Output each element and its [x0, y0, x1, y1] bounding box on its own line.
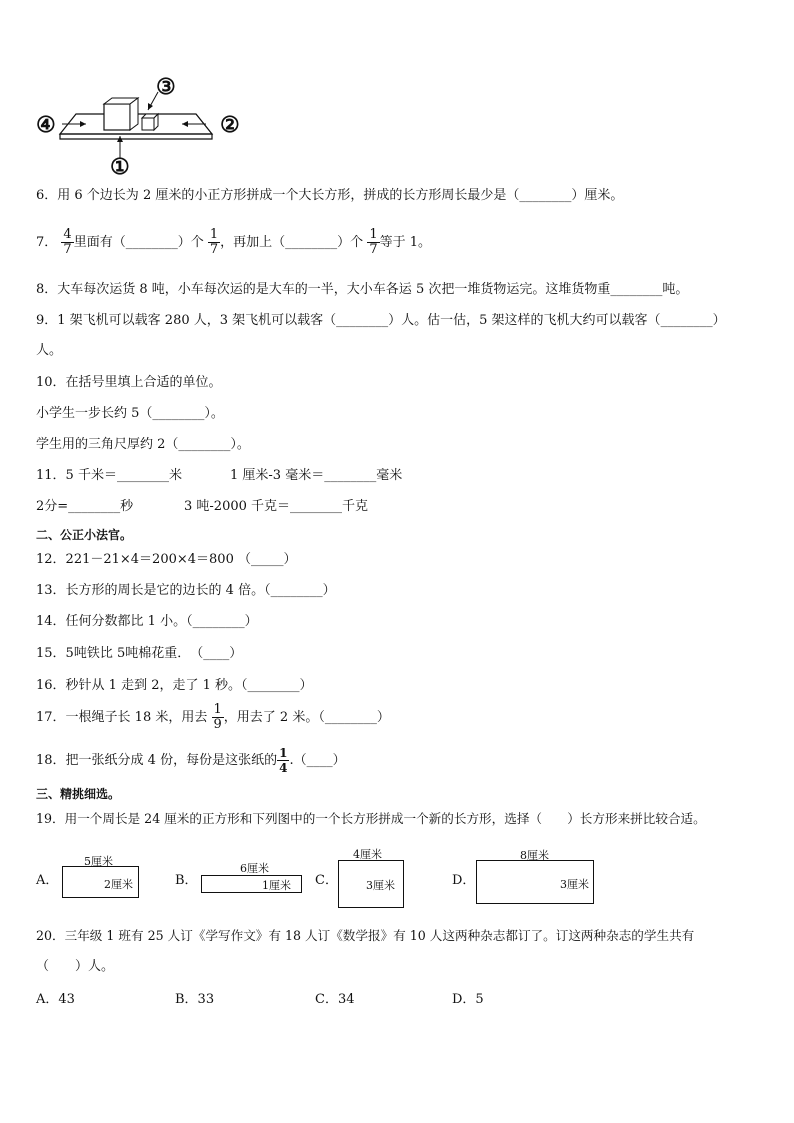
question-10-title-text: 10．在括号里填上合适的单位。 [36, 375, 222, 390]
question-11-b2-text: 3 吨-2000 千克＝ [184, 499, 291, 514]
option-a-letter[interactable]: A． [36, 873, 59, 888]
question-12 [36, 551, 297, 569]
question-12-blank[interactable]: _____ [250, 552, 284, 567]
question-12-after: ） [283, 552, 297, 567]
fraction-1-7-b [367, 228, 379, 257]
question-11-b2-unit: 千克 [342, 499, 369, 514]
question-17-text2: ，用去了 2 米。（ [223, 710, 325, 725]
question-10-a [36, 405, 224, 423]
question-7-text5: 等于 1。 [379, 235, 432, 250]
question-6-text: 6．用 6 个边长为 2 厘米的小正方形拼成一个大长方形，拼成的长方形周长最少是（ [36, 188, 520, 203]
option-b-side-label: 1厘米 [262, 879, 291, 892]
fraction-denominator: 7 [209, 242, 219, 257]
fraction-1-7-a [208, 228, 220, 257]
question-18 [36, 744, 346, 778]
question-6-blank[interactable]: ________ [519, 188, 572, 203]
fraction-numerator: 1 [279, 746, 288, 760]
question-10-b [36, 436, 250, 454]
question-6 [36, 187, 623, 205]
cube-figure [36, 74, 256, 180]
question-7-text2: ）个 [177, 235, 204, 250]
question-18-blank[interactable]: ____ [306, 753, 333, 768]
option-c-letter[interactable]: C． [315, 873, 338, 888]
option-d-letter[interactable]: D． [452, 873, 476, 888]
option-b-top-label: 6厘米 [240, 862, 269, 875]
fraction-denominator: 7 [369, 242, 378, 257]
question-8 [36, 281, 688, 299]
question-15-blank[interactable]: ____ [203, 646, 230, 661]
question-8-after: 吨。 [662, 282, 689, 297]
question-12-text: 12．221－21×4＝200×4＝800 （ [36, 552, 251, 567]
marker-4: ④ [36, 112, 56, 138]
question-10-a-blank[interactable]: ________ [152, 406, 205, 421]
question-10-b-text: 学生用的三角尺厚约 2（ [36, 437, 179, 452]
fraction-4-7 [61, 228, 73, 257]
question-11-b1-unit: 秒 [120, 499, 134, 514]
section-3-heading: 三、精挑细选。 [36, 787, 121, 801]
question-17-text1: 17．一根绳子长 18 米，用去 [36, 710, 208, 725]
question-18-after: ） [332, 753, 346, 768]
fraction-numerator: 4 [63, 227, 72, 242]
question-11-a2 [230, 467, 402, 485]
question-10-a-end: ）。 [204, 406, 224, 421]
question-20-text: 20．三年级 1 班有 25 人订《学写作文》有 18 人订《数学报》有 10 人这两种杂志都订了。订这两种杂志的学生共有 [36, 928, 695, 943]
question-10-b-end: ）。 [230, 437, 250, 452]
question-11-a1-unit: 米 [168, 468, 182, 483]
option-d-top-label: 8厘米 [520, 849, 549, 862]
question-11-a1 [36, 467, 182, 485]
question-8-blank[interactable]: ________ [610, 282, 663, 297]
question-14-blank[interactable]: ________ [192, 614, 245, 629]
question-18-text1: 18．把一张纸分成 4 份，每份是这张纸的 [36, 753, 278, 768]
question-16 [36, 677, 313, 695]
question-11-b2 [184, 498, 368, 516]
question-8-text: 8．大车每次运货 8 吨，小车每次运的是大车的一半，大小车各运 5 次把一堆货物运完。这堆货物重 [36, 282, 611, 297]
question-16-after: ） [299, 678, 313, 693]
option-a-side-label: 2厘米 [104, 878, 133, 891]
question-9-mid: ）人。估一估，5 架这样的飞机大约可以载客（ [388, 313, 661, 328]
fraction-denominator: 7 [63, 242, 72, 257]
question-7-blank2[interactable]: ________ [285, 235, 338, 250]
question-20-option-d[interactable]: D．5 [452, 992, 484, 1007]
section-2-heading: 二、公正小法官。 [36, 528, 133, 542]
question-11-b2-blank[interactable]: ________ [290, 499, 343, 514]
fraction-numerator: 1 [213, 702, 222, 717]
marker-3: ③ [156, 74, 176, 100]
question-18-text2: .（ [289, 753, 307, 768]
question-11-a1-text: 11．5 千米＝ [36, 468, 117, 483]
question-16-text: 16．秒针从 1 走到 2，走了 1 秒。（ [36, 678, 248, 693]
question-13-after: ） [322, 583, 336, 598]
question-11-a2-blank[interactable]: ________ [324, 468, 377, 483]
question-15-after: ） [229, 646, 243, 661]
question-7 [36, 226, 431, 260]
question-9-line2 [36, 342, 62, 360]
question-14-text: 14．任何分数都比 1 小。（ [36, 614, 193, 629]
question-11-a1-blank[interactable]: ________ [116, 468, 169, 483]
fraction-denominator: 4 [279, 761, 288, 775]
question-17-after: ） [376, 710, 390, 725]
question-20-option-c[interactable]: C．34 [315, 992, 355, 1007]
question-9-line2-text: 人。 [36, 343, 63, 358]
question-17 [36, 700, 390, 736]
fraction-numerator: 1 [209, 227, 219, 242]
question-7-text4: ）个 [337, 235, 364, 250]
question-11-a2-unit: 毫米 [376, 468, 403, 483]
question-20-line2-text: （ ）人。 [36, 959, 115, 974]
question-17-blank[interactable]: ________ [324, 710, 377, 725]
fraction-1-9 [212, 703, 224, 732]
question-19 [36, 810, 706, 828]
question-9-line1 [36, 312, 726, 330]
option-b-letter[interactable]: B． [175, 873, 198, 888]
question-14-after: ） [244, 614, 258, 629]
question-19-text: 19．用一个周长是 24 厘米的正方形和下列图中的一个长方形拼成一个新的长方形，选择（ ）长方形来拼比较合适。 [36, 811, 706, 826]
option-a-top-label: 5厘米 [84, 855, 113, 868]
question-7-text3: ，再加上（ [220, 235, 286, 250]
question-11-a2-text: 1 厘米-3 毫米＝ [230, 468, 325, 483]
question-15 [36, 645, 242, 663]
question-7-text1: 里面有（ [73, 235, 126, 250]
question-20-option-a[interactable]: A．43 [36, 992, 75, 1007]
option-d-side-label: 3厘米 [560, 878, 589, 891]
question-7-prefix: 7． [36, 235, 58, 250]
question-11-b1-text: 2分= [36, 499, 69, 514]
question-6-after: ）厘米。 [571, 188, 624, 203]
question-20-line1 [36, 927, 694, 945]
fraction-denominator: 9 [213, 717, 222, 732]
marker-1: ① [110, 154, 130, 180]
question-7-blank1[interactable]: ________ [125, 235, 178, 250]
marker-2: ② [220, 112, 240, 138]
question-9-text: 9．1 架飞机可以载客 280 人，3 架飞机可以载客（ [36, 313, 337, 328]
question-10-title [36, 374, 222, 392]
question-11-b1-blank[interactable]: ________ [68, 499, 121, 514]
question-15-text: 15．5吨铁比 5吨棉花重． （ [36, 646, 204, 661]
option-c-side-label: 3厘米 [366, 879, 395, 892]
question-10-a-text: 小学生一步长约 5（ [36, 406, 153, 421]
option-c-top-label: 4厘米 [353, 848, 382, 861]
question-16-blank[interactable]: ________ [247, 678, 300, 693]
question-11-b1 [36, 498, 133, 516]
fraction-numerator: 1 [369, 227, 378, 242]
question-9-end: ） [712, 313, 726, 328]
question-20-line2 [36, 958, 114, 976]
question-10-b-blank[interactable]: ________ [178, 437, 231, 452]
question-9-blank2[interactable]: ________ [660, 313, 713, 328]
fraction-1-4 [277, 746, 289, 775]
question-13-text: 13．长方形的周长是它的边长的 4 倍。（ [36, 583, 271, 598]
question-13-blank[interactable]: ________ [270, 583, 323, 598]
question-13 [36, 582, 336, 600]
question-14 [36, 613, 258, 631]
question-9-blank1[interactable]: ________ [336, 313, 389, 328]
question-20-option-b[interactable]: B．33 [175, 992, 215, 1007]
